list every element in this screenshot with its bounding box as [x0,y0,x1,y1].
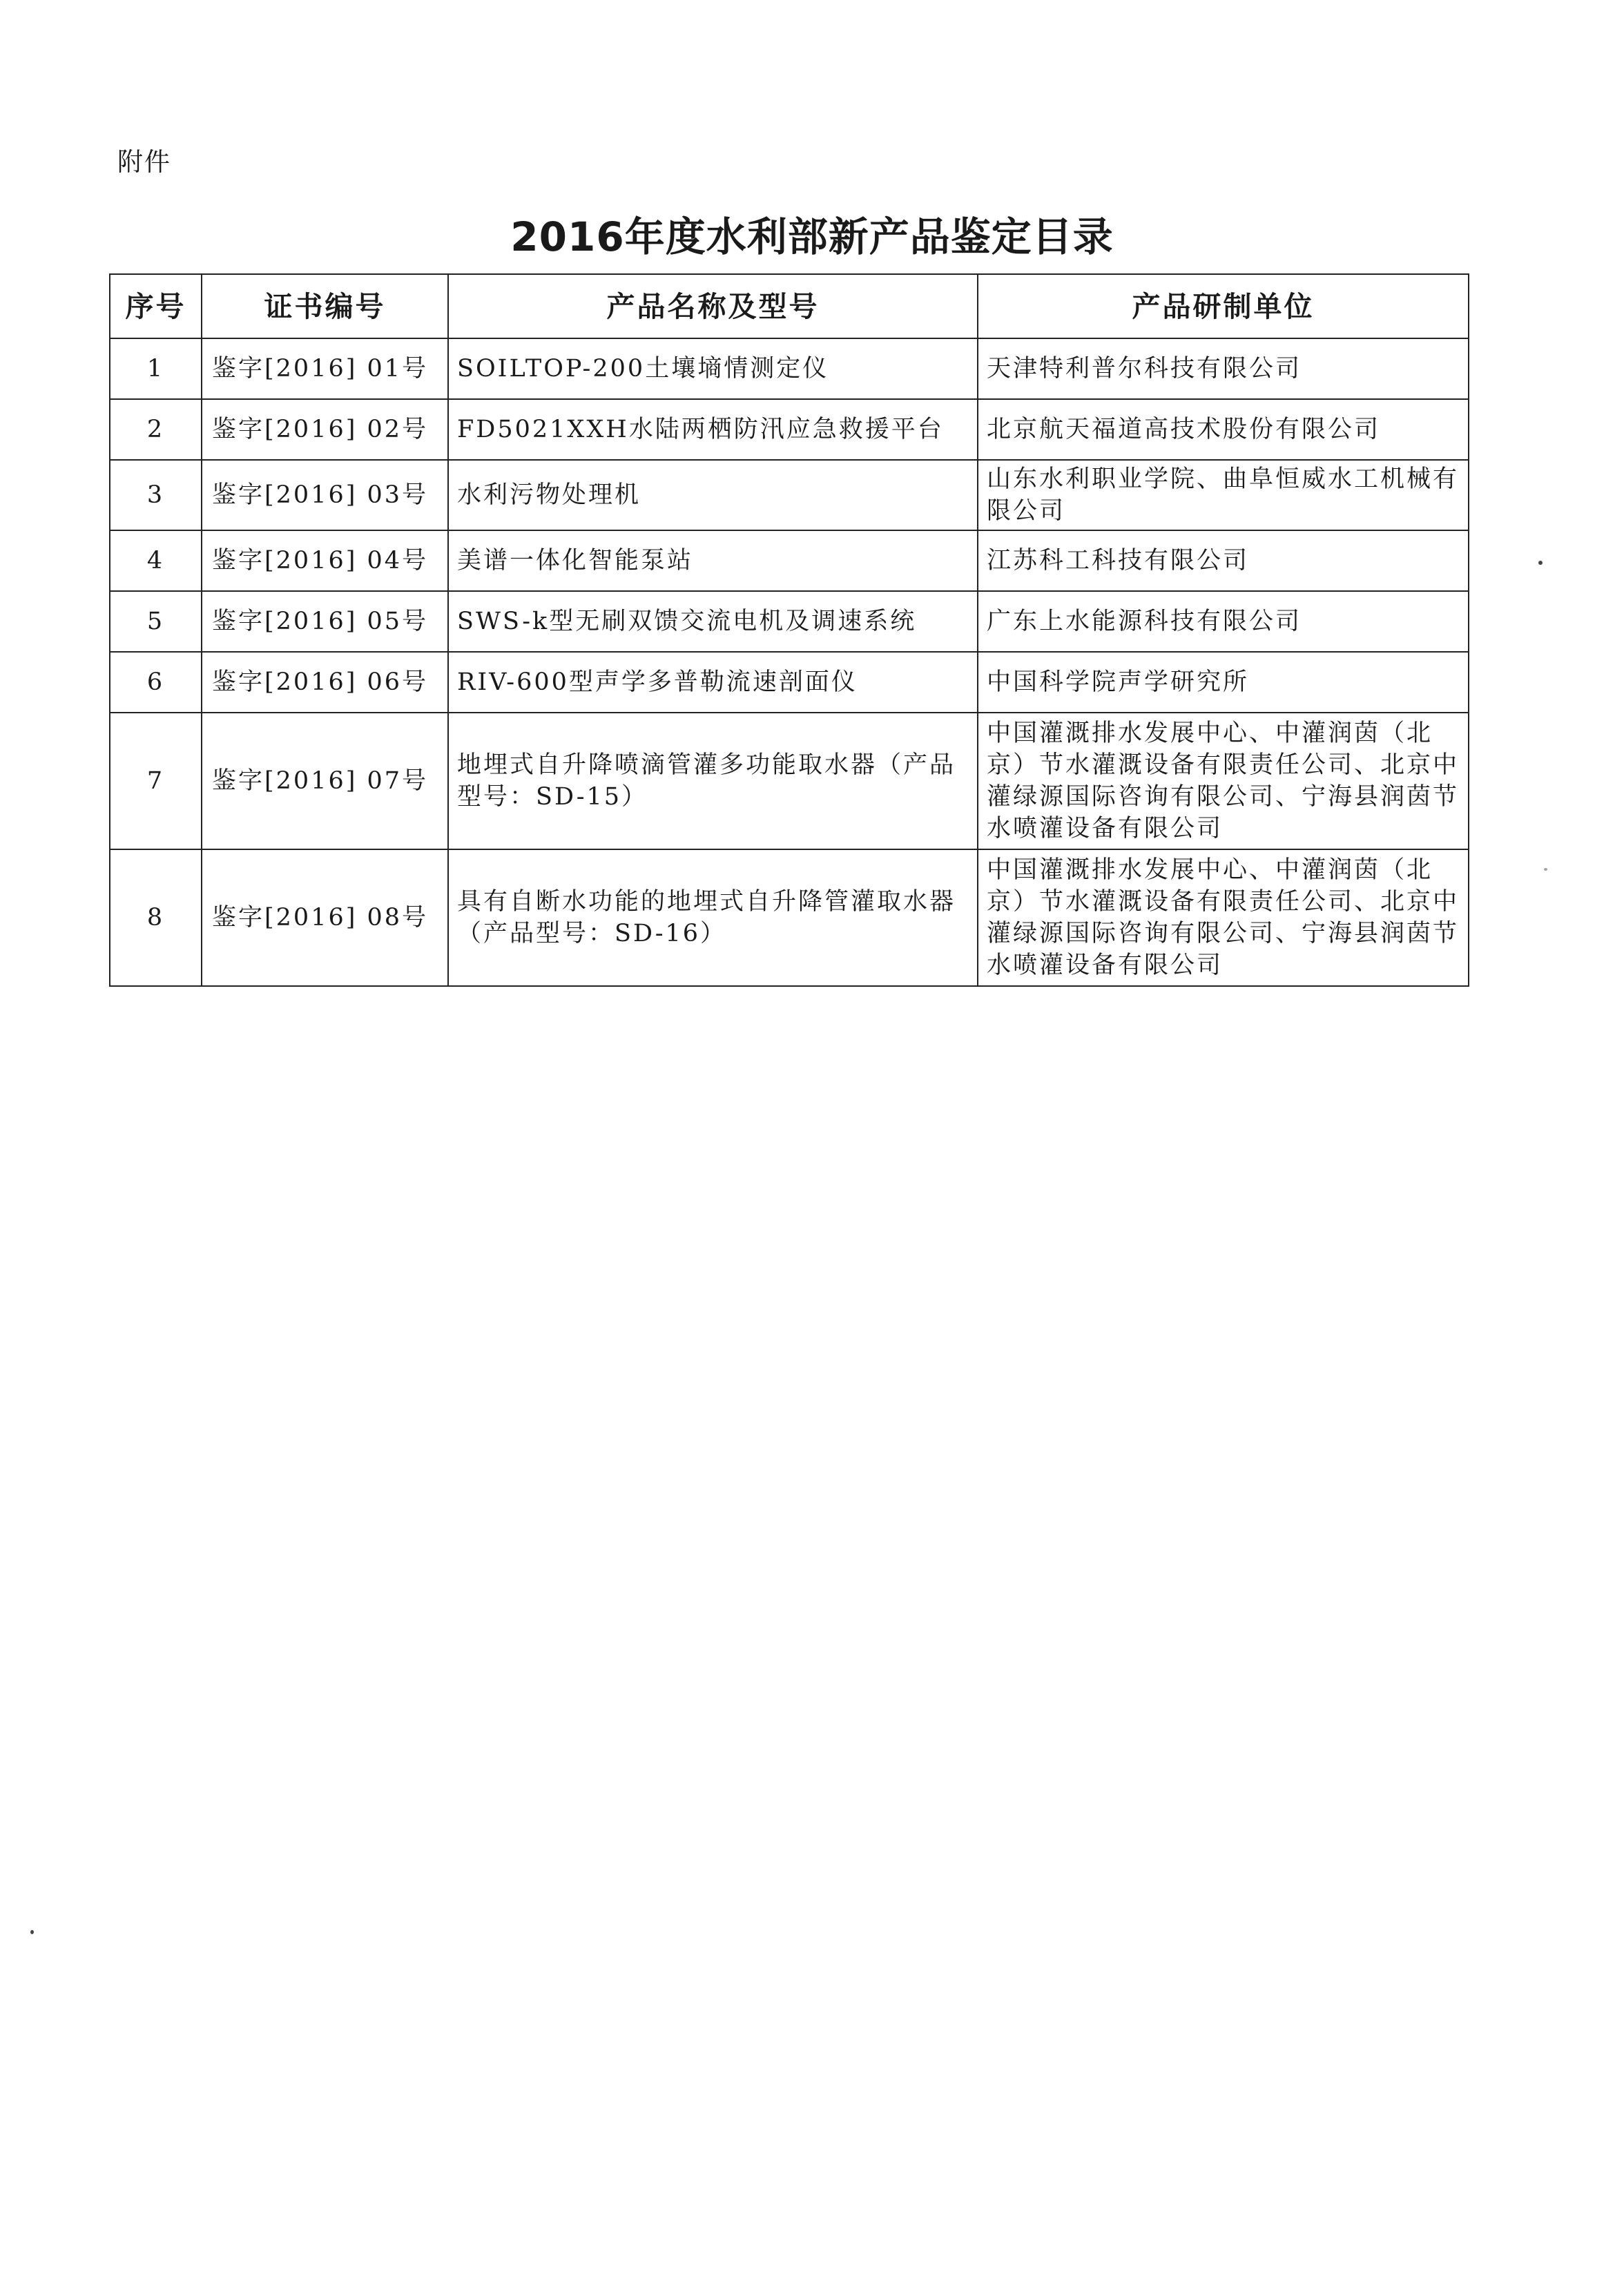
table-header-row [110,274,1469,338]
document-title: 2016年度水利部新产品鉴定目录 [510,213,1114,260]
cell-product-name: 水利污物处理机 [448,460,978,530]
table-row [110,530,1469,591]
cell-serial-number: 5 [110,591,202,652]
cell-serial-number: 2 [110,399,202,460]
cell-serial-number: 7 [110,713,202,849]
cell-certificate-number: 鉴字[2016] 04号 [202,530,448,591]
cell-development-unit: 中国灌溉排水发展中心、中灌润茵（北京）节水灌溉设备有限责任公司、北京中灌绿源国际咨询有限公司、宁海县润茵节水喷灌设备有限公司 [978,713,1469,849]
table-row [110,713,1469,849]
cell-certificate-number: 鉴字[2016] 05号 [202,591,448,652]
cell-development-unit: 中国科学院声学研究所 [978,652,1469,713]
scan-speck [1538,561,1543,565]
cell-serial-number: 1 [110,338,202,399]
cell-serial-number: 8 [110,849,202,986]
cell-certificate-number: 鉴字[2016] 03号 [202,460,448,530]
table-row [110,652,1469,713]
cell-development-unit: 山东水利职业学院、曲阜恒威水工机械有限公司 [978,460,1469,530]
cell-serial-number: 4 [110,530,202,591]
table-row [110,849,1469,986]
cell-certificate-number: 鉴字[2016] 01号 [202,338,448,399]
cell-certificate-number: 鉴字[2016] 07号 [202,713,448,849]
cell-product-name: 地埋式自升降喷滴管灌多功能取水器（产品型号：SD-15） [448,713,978,849]
attachment-label: 附件 [117,147,171,177]
cell-product-name: SWS-k型无刷双馈交流电机及调速系统 [448,591,978,652]
product-catalog-table [109,273,1469,987]
cell-product-name: SOILTOP-200土壤墒情测定仪 [448,338,978,399]
header-certificate-number: 证书编号 [202,274,448,338]
cell-serial-number: 3 [110,460,202,530]
cell-product-name: 具有自断水功能的地埋式自升降管灌取水器（产品型号：SD-16） [448,849,978,986]
cell-product-name: RIV-600型声学多普勒流速剖面仪 [448,652,978,713]
cell-certificate-number: 鉴字[2016] 06号 [202,652,448,713]
header-serial-number: 序号 [110,274,202,338]
table-row [110,460,1469,530]
cell-certificate-number: 鉴字[2016] 02号 [202,399,448,460]
cell-product-name: 美谱一体化智能泵站 [448,530,978,591]
table-row [110,399,1469,460]
cell-development-unit: 天津特利普尔科技有限公司 [978,338,1469,399]
cell-development-unit: 江苏科工科技有限公司 [978,530,1469,591]
scan-speck [30,1930,34,1934]
cell-development-unit: 北京航天福道高技术股份有限公司 [978,399,1469,460]
table-row [110,338,1469,399]
cell-serial-number: 6 [110,652,202,713]
table-row [110,591,1469,652]
cell-product-name: FD5021XXH水陆两栖防汛应急救援平台 [448,399,978,460]
header-product-name-model: 产品名称及型号 [448,274,978,338]
cell-development-unit: 中国灌溉排水发展中心、中灌润茵（北京）节水灌溉设备有限责任公司、北京中灌绿源国际咨询有限公司、宁海县润茵节水喷灌设备有限公司 [978,849,1469,986]
scan-speck [1544,868,1547,871]
cell-development-unit: 广东上水能源科技有限公司 [978,591,1469,652]
header-development-unit: 产品研制单位 [978,274,1469,338]
cell-certificate-number: 鉴字[2016] 08号 [202,849,448,986]
